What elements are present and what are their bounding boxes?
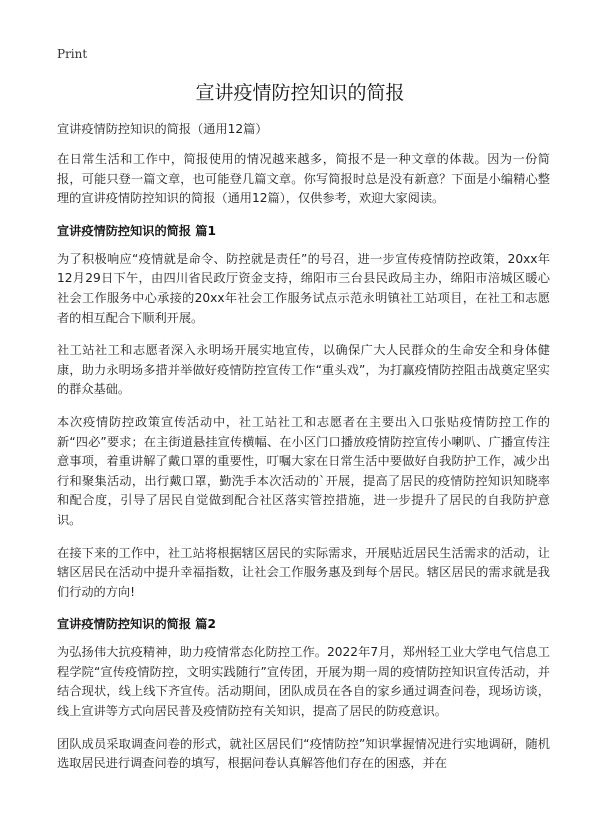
paragraph: 本次疫情防控政策宣传活动中，社工站社工和志愿者在主要出入口张贴疫情防控工作的新“四必”要求；在主街道悬挂宣传横幅、在小区门口播放疫情防控宣传小喇叭、广播宣传注意事项，着重讲解了戴口罩的重要性，叮嘱大家在日常生活中要做好自我防护工作，减少出行和聚集活动，出行戴口罩，勤洗手本次活动的`开展，提高了居民的疫情防控知识知晓率和配合度，引导了居民自觉做到配合社区落实管控措施，进一步提升了居民的自我防护意识。 (57, 414, 550, 527)
paragraph: 为了积极响应“疫情就是命令、防控就是责任”的号召，进一步宣传疫情防控政策，20xx年12月29日下午，由四川省民政厅资金支持，绵阳市三台县民政局主办，绵阳市涪城区暖心社会工作服务中心承接的20xx年社会工作服务试点示范永明镇社工站项目，在社工和志愿者的相互配合下顺利开展。 (57, 251, 550, 325)
section-heading: 宣讲疫情防控知识的简报 篇1 (57, 223, 216, 238)
section-heading: 宣讲疫情防控知识的简报 篇2 (57, 617, 216, 632)
paragraph: 为弘扬伟大抗疫精神，助力疫情常态化防控工作。2022年7月，郑州轻工业大学电气信息工程学院“宣传疫情防控，文明实践随行”宣传团，开展为期一周的疫情防控知识宣传活动，并结合现状，线上线下齐宣传。活动期间，团队成员在各自的家乡通过调查问卷，现场访谈，线上宣讲等方式向居民普及疫情防控有关知识，提高了居民的防疫意识。 (57, 645, 550, 719)
intro-paragraph: 在日常生活和工作中，简报使用的情况越来越多，简报不是一种文章的体裁。因为一份简报，可能只登一篇文章，也可能登几篇文章。你写简报时总是没有新意？下面是小编精心整理的宣讲疫情防控知识的简报（通用12篇），仅供参考，欢迎大家阅读。 (57, 152, 550, 206)
print-link[interactable]: Print (57, 47, 88, 61)
paragraph: 在接下来的工作中，社工站将根据辖区居民的实际需求，开展贴近居民生活需求的活动，让辖区居民在活动中提升幸福指数，让社会工作服务惠及到每个居民。辖区居民的需求就是我们行动的方向! (57, 545, 550, 599)
page-title: 宣讲疫情防控知识的简报 (195, 82, 405, 104)
article-subtitle: 宣讲疫情防控知识的简报（通用12篇） (57, 122, 268, 136)
article-body (57, 121, 550, 787)
paragraph: 社工站社工和志愿者深入永明场开展实地宣传，以确保广大人民群众的生命安全和身体健康，助力永明场多措并举做好疫情防控宣传工作“重头戏”，为打赢疫情防控阻击战奠定坚实的群众基础。 (57, 343, 550, 397)
paragraph: 团队成员采取调查问卷的形式，就社区居民们“疫情防控”知识掌握情况进行实地调研，随机选取居民进行调查问卷的填写，根据问卷认真解答他们存在的困惑，并在 (57, 736, 550, 771)
